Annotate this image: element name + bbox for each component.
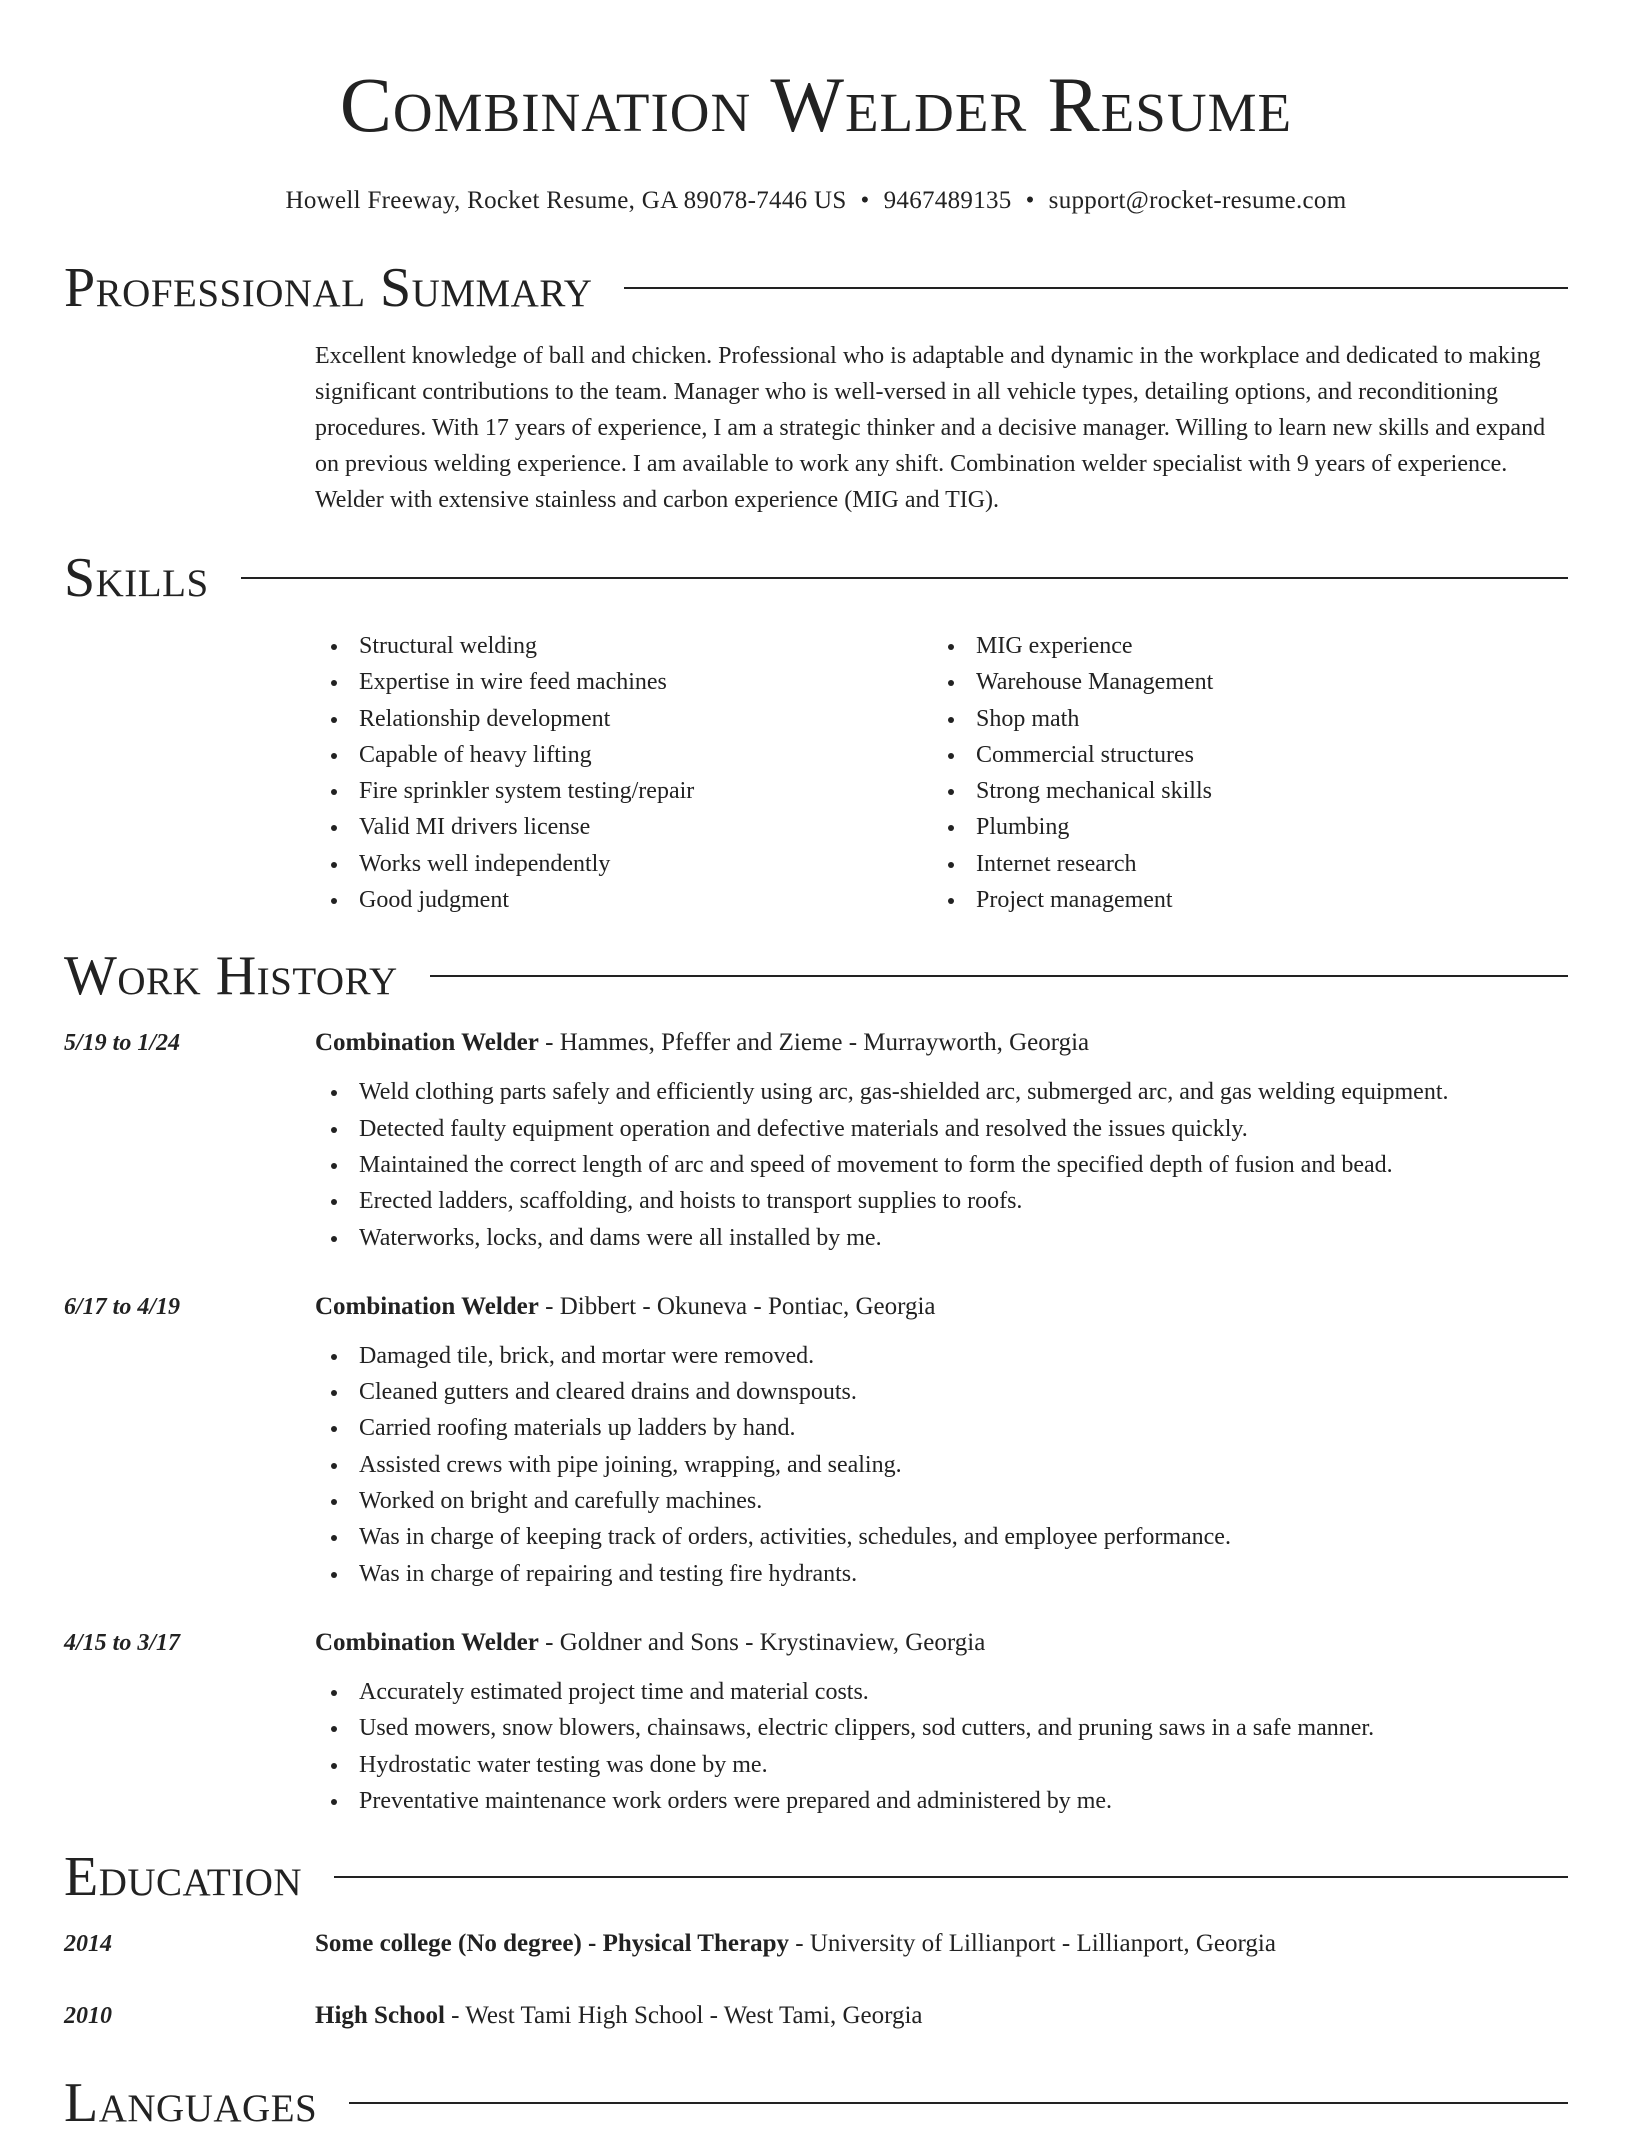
section-title-skills: Skills [64, 547, 209, 609]
education-heading [315, 1929, 1568, 1959]
work-dates: 6/17 to 4/19 [64, 1293, 181, 1320]
work-entry [64, 1028, 1568, 1255]
section-divider [334, 1876, 1568, 1878]
job-bullets [315, 1674, 1568, 1819]
skill-item: Relationship development [315, 701, 932, 737]
skill-item: Capable of heavy lifting [315, 737, 932, 773]
skill-item: Works well independently [315, 846, 932, 882]
section-title-languages: Languages [64, 2072, 318, 2134]
section-divider [430, 975, 1568, 977]
work-heading [315, 1028, 1568, 1058]
section-header-education [64, 1847, 1568, 1907]
job-bullets [315, 1074, 1568, 1255]
resume-title: Combination Welder Resume [339, 61, 1293, 148]
job-bullet: Weld clothing parts safely and efficiently using arc, gas-shielded arc, submerged arc, and gas welding equipment. [315, 1074, 1568, 1110]
skill-item: MIG experience [932, 628, 1549, 664]
section-divider [349, 2102, 1568, 2104]
education-heading [315, 2001, 1568, 2031]
education-entry [64, 1929, 1568, 1959]
section-title-summary: Professional Summary [64, 257, 593, 319]
education-details: - West Tami High School - West Tami, Georgia [444, 2002, 923, 2030]
job-bullet: Damaged tile, brick, and mortar were removed. [315, 1338, 1568, 1374]
skill-item: Expertise in wire feed machines [315, 664, 932, 700]
section-title-work-history: Work History [64, 945, 398, 1008]
job-bullet: Maintained the correct length of arc and speed of movement to form the specified depth of fusion and bead. [315, 1147, 1568, 1183]
section-header-languages [64, 2073, 1568, 2133]
skill-item: Fire sprinkler system testing/repair [315, 773, 932, 809]
job-bullet: Erected ladders, scaffolding, and hoists to transport supplies to roofs. [315, 1183, 1568, 1219]
work-entry [64, 1628, 1568, 1819]
summary-text: Excellent knowledge of ball and chicken. Professional who is adaptable and dynamic in the workplace and dedicated to making significant contributions to the team. Manager who is well-versed in all vehicle types, detailing options, and reconditioning procedures. With 17 years of experience, I am a strategic thinker and a decisive manager. Willing to learn new skills and expand on previous welding experience. I am available to work any shift. Combination welder specialist with 9 years of experience. Welder with extensive stainless and carbon experience (MIG and TIG). [315, 343, 1546, 513]
skill-item: Good judgment [315, 882, 932, 918]
contact-phone: 9467489135 [883, 187, 1012, 214]
job-title: Combination Welder [315, 1628, 539, 1656]
job-bullet: Worked on bright and carefully machines. [315, 1483, 1568, 1519]
skill-item: Plumbing [932, 809, 1549, 845]
education-degree: High School [315, 2002, 445, 2030]
skill-item: Warehouse Management [932, 664, 1549, 700]
skill-item: Shop math [932, 701, 1549, 737]
job-bullet: Accurately estimated project time and material costs. [315, 1674, 1568, 1710]
skill-item: Structural welding [315, 628, 932, 664]
skill-item: Valid MI drivers license [315, 809, 932, 845]
job-bullet: Hydrostatic water testing was done by me. [315, 1747, 1568, 1783]
section-title-education: Education [64, 1846, 303, 1909]
resume-page [64, 0, 1568, 2133]
job-bullet: Carried roofing materials up ladders by hand. [315, 1410, 1568, 1446]
job-bullet: Was in charge of repairing and testing fire hydrants. [315, 1556, 1568, 1592]
skills-column-left [315, 628, 932, 918]
section-header-skills [64, 548, 1568, 608]
job-details: - Goldner and Sons - Krystinaview, Georgia [538, 1628, 986, 1656]
job-bullet: Preventative maintenance work orders were prepared and administered by me. [315, 1783, 1568, 1819]
section-header-summary [64, 258, 1568, 318]
job-title: Combination Welder [315, 1292, 539, 1320]
contact-separator: • [1025, 187, 1035, 214]
job-title: Combination Welder [315, 1029, 539, 1057]
skills-list [315, 628, 1568, 918]
work-entry [64, 1292, 1568, 1592]
skill-item: Project management [932, 882, 1549, 918]
job-bullet: Assisted crews with pipe joining, wrapping, and sealing. [315, 1447, 1568, 1483]
job-details: - Hammes, Pfeffer and Zieme - Murrayworth, Georgia [538, 1029, 1090, 1057]
contact-line [64, 186, 1568, 216]
education-degree: Some college (No degree) - Physical Therapy [315, 1930, 789, 1958]
job-bullet: Was in charge of keeping track of orders, activities, schedules, and employee performance. [315, 1519, 1568, 1555]
section-header-work-history [64, 946, 1568, 1006]
job-bullet: Used mowers, snow blowers, chainsaws, electric clippers, sod cutters, and pruning saws in a safe manner. [315, 1710, 1568, 1746]
skill-item: Commercial structures [932, 737, 1549, 773]
work-heading [315, 1292, 1568, 1322]
job-bullet: Cleaned gutters and cleared drains and downspouts. [315, 1374, 1568, 1410]
job-bullet: Detected faulty equipment operation and defective materials and resolved the issues quickly. [315, 1111, 1568, 1147]
skill-item: Internet research [932, 846, 1549, 882]
contact-email: support@rocket-resume.com [1048, 187, 1347, 214]
job-bullets [315, 1338, 1568, 1592]
work-heading [315, 1628, 1568, 1658]
job-bullet: Waterworks, locks, and dams were all installed by me. [315, 1220, 1568, 1256]
education-year: 2014 [64, 1931, 112, 1958]
education-year: 2010 [64, 2003, 112, 2030]
work-dates: 4/15 to 3/17 [64, 1629, 181, 1656]
section-divider [241, 577, 1568, 579]
contact-separator: • [860, 187, 870, 214]
skill-item: Strong mechanical skills [932, 773, 1549, 809]
contact-address: Howell Freeway, Rocket Resume, GA 89078-7446 US [285, 187, 847, 214]
work-dates: 5/19 to 1/24 [64, 1030, 181, 1057]
skills-column-right [932, 628, 1549, 918]
section-divider [624, 287, 1568, 289]
job-details: - Dibbert - Okuneva - Pontiac, Georgia [538, 1292, 936, 1320]
education-entry [64, 2001, 1568, 2031]
education-details: - University of Lillianport - Lillianport, Georgia [789, 1930, 1276, 1958]
